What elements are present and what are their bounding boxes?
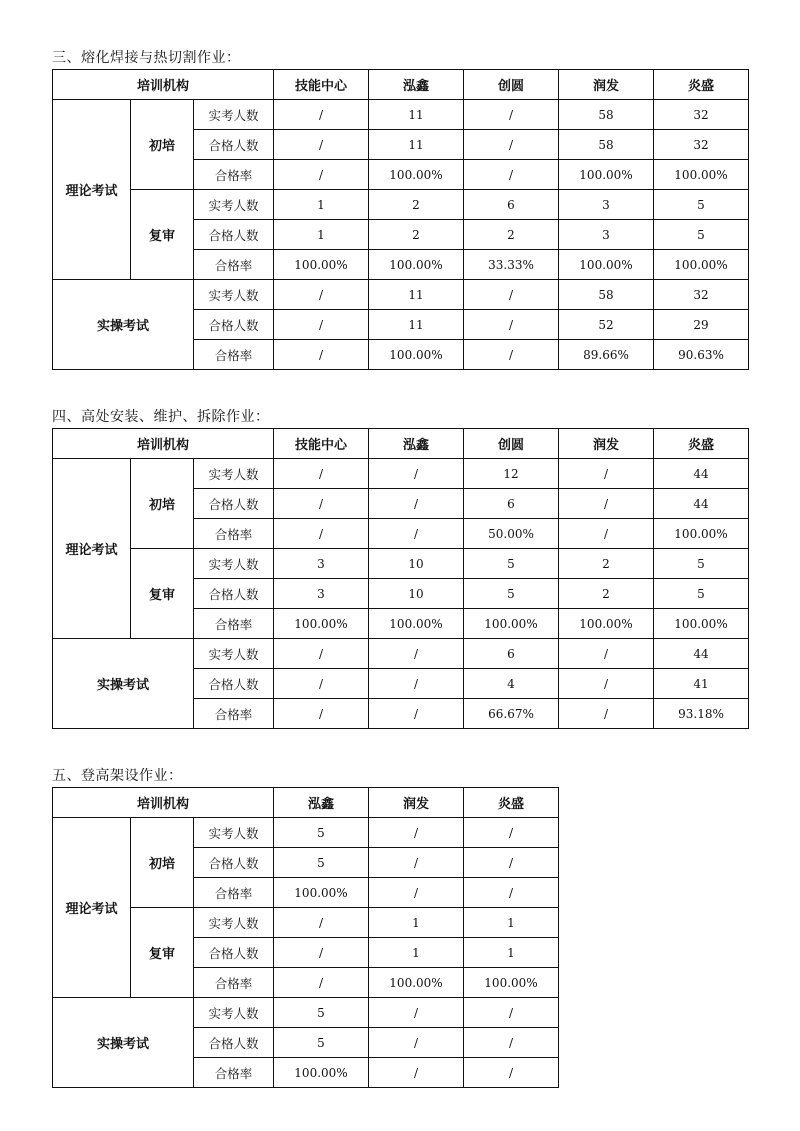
table-cell: 10 <box>369 579 464 609</box>
table-cell: 3 <box>274 549 369 579</box>
table-cell: / <box>464 1028 559 1058</box>
exam-table <box>52 428 749 729</box>
row-label: 实考人数 <box>194 908 274 938</box>
table-cell: 58 <box>559 280 654 310</box>
table-cell: 1 <box>464 908 559 938</box>
table-cell: / <box>464 848 559 878</box>
row-label: 合格人数 <box>194 938 274 968</box>
table-cell: 32 <box>654 100 749 130</box>
header-row <box>53 788 559 818</box>
table-cell: 100.00% <box>369 250 464 280</box>
table-cell: 5 <box>654 579 749 609</box>
row-label: 合格率 <box>194 699 274 729</box>
table-cell: / <box>559 519 654 549</box>
table-cell: 100.00% <box>654 250 749 280</box>
table-cell: 1 <box>369 938 464 968</box>
practical-exam-label: 实操考试 <box>53 280 194 370</box>
table-cell: 2 <box>559 579 654 609</box>
table-cell: / <box>274 968 369 998</box>
table-cell: / <box>464 310 559 340</box>
table-row <box>53 549 749 579</box>
row-label: 合格人数 <box>194 130 274 160</box>
table-cell: 100.00% <box>559 160 654 190</box>
theory-exam-label: 理论考试 <box>53 459 131 639</box>
table-cell: 5 <box>654 549 749 579</box>
table-cell: 32 <box>654 130 749 160</box>
row-label: 实考人数 <box>194 549 274 579</box>
table-cell: / <box>274 100 369 130</box>
practical-exam-label: 实操考试 <box>53 639 194 729</box>
org-name: 创圆 <box>464 429 559 459</box>
table-cell: / <box>369 489 464 519</box>
table-cell: 3 <box>559 190 654 220</box>
table-cell: 2 <box>369 190 464 220</box>
table-cell: 1 <box>464 938 559 968</box>
table-cell: / <box>369 699 464 729</box>
table-cell: 5 <box>274 1028 369 1058</box>
org-name: 泓鑫 <box>274 788 369 818</box>
table-cell: / <box>274 519 369 549</box>
table-cell: 11 <box>369 310 464 340</box>
table-cell: / <box>369 1058 464 1088</box>
table-cell: 93.18% <box>654 699 749 729</box>
table-cell: 5 <box>274 818 369 848</box>
org-name: 润发 <box>369 788 464 818</box>
table-cell: 3 <box>559 220 654 250</box>
table-cell: / <box>559 639 654 669</box>
section-high-altitude-installation <box>52 406 749 729</box>
table-cell: / <box>274 130 369 160</box>
table-cell: 33.33% <box>464 250 559 280</box>
table-cell: 100.00% <box>274 609 369 639</box>
table-cell: / <box>274 669 369 699</box>
table-cell: 2 <box>464 220 559 250</box>
table-cell: 6 <box>464 190 559 220</box>
theory-exam-label: 理论考试 <box>53 818 131 998</box>
table-cell: / <box>274 160 369 190</box>
table-cell: 89.66% <box>559 340 654 370</box>
table-row <box>53 639 749 669</box>
table-cell: / <box>274 699 369 729</box>
table-cell: 3 <box>274 579 369 609</box>
table-cell: / <box>369 639 464 669</box>
table-cell: 2 <box>559 549 654 579</box>
table-cell: / <box>274 489 369 519</box>
org-name: 创圆 <box>464 70 559 100</box>
row-label: 合格率 <box>194 878 274 908</box>
section-scaffolding <box>52 765 559 1088</box>
table-row <box>53 998 559 1028</box>
table-cell: 44 <box>654 639 749 669</box>
review-label: 复审 <box>131 549 194 639</box>
section-welding <box>52 47 749 370</box>
table-cell: 100.00% <box>369 340 464 370</box>
table-cell: 6 <box>464 639 559 669</box>
table-cell: 41 <box>654 669 749 699</box>
table-cell: / <box>464 130 559 160</box>
org-name: 技能中心 <box>274 429 369 459</box>
row-label: 实考人数 <box>194 280 274 310</box>
row-label: 合格率 <box>194 250 274 280</box>
row-label: 合格人数 <box>194 310 274 340</box>
table-cell: / <box>369 519 464 549</box>
row-label: 合格率 <box>194 609 274 639</box>
table-cell: 66.67% <box>464 699 559 729</box>
table-cell: 10 <box>369 549 464 579</box>
row-label: 合格人数 <box>194 1028 274 1058</box>
table-cell: / <box>464 998 559 1028</box>
table-cell: / <box>559 699 654 729</box>
table-cell: / <box>464 878 559 908</box>
table-cell: 52 <box>559 310 654 340</box>
table-cell: 100.00% <box>464 968 559 998</box>
table-cell: / <box>559 669 654 699</box>
row-label: 合格人数 <box>194 848 274 878</box>
section-title: 三、熔化焊接与热切割作业： <box>52 50 241 66</box>
table-cell: / <box>274 938 369 968</box>
table-cell: 5 <box>464 549 559 579</box>
table-cell: 11 <box>369 100 464 130</box>
org-name: 泓鑫 <box>369 70 464 100</box>
org-name: 炎盛 <box>654 429 749 459</box>
table-cell: 100.00% <box>464 609 559 639</box>
org-header: 培训机构 <box>53 788 274 818</box>
table-cell: 32 <box>654 280 749 310</box>
table-row <box>53 459 749 489</box>
row-label: 合格率 <box>194 968 274 998</box>
table-cell: 11 <box>369 130 464 160</box>
table-cell: 5 <box>654 220 749 250</box>
row-label: 合格率 <box>194 519 274 549</box>
table-cell: 2 <box>369 220 464 250</box>
table-cell: 100.00% <box>274 250 369 280</box>
table-cell: / <box>274 908 369 938</box>
table-cell: / <box>369 998 464 1028</box>
table-cell: 5 <box>654 190 749 220</box>
org-name: 润发 <box>559 429 654 459</box>
row-label: 合格率 <box>194 1058 274 1088</box>
row-label: 合格人数 <box>194 489 274 519</box>
table-cell: 44 <box>654 459 749 489</box>
table-cell: 4 <box>464 669 559 699</box>
table-cell: / <box>369 848 464 878</box>
table-cell: 50.00% <box>464 519 559 549</box>
org-name: 炎盛 <box>654 70 749 100</box>
section-title: 五、登高架设作业： <box>52 768 183 784</box>
table-cell: 58 <box>559 100 654 130</box>
table-cell: 58 <box>559 130 654 160</box>
table-cell: 29 <box>654 310 749 340</box>
initial-training-label: 初培 <box>131 100 194 190</box>
table-cell: / <box>274 639 369 669</box>
table-cell: / <box>274 310 369 340</box>
row-label: 合格人数 <box>194 669 274 699</box>
header-row <box>53 70 749 100</box>
table-cell: 90.63% <box>654 340 749 370</box>
exam-table <box>52 787 559 1088</box>
table-cell: 100.00% <box>369 609 464 639</box>
table-row <box>53 818 559 848</box>
row-label: 实考人数 <box>194 100 274 130</box>
table-cell: / <box>369 669 464 699</box>
header-row <box>53 429 749 459</box>
table-cell: / <box>464 1058 559 1088</box>
row-label: 合格人数 <box>194 579 274 609</box>
table-cell: / <box>369 818 464 848</box>
row-label: 实考人数 <box>194 459 274 489</box>
row-label: 合格人数 <box>194 220 274 250</box>
table-cell: / <box>559 459 654 489</box>
review-label: 复审 <box>131 190 194 280</box>
row-label: 实考人数 <box>194 190 274 220</box>
table-cell: / <box>464 340 559 370</box>
review-label: 复审 <box>131 908 194 998</box>
table-cell: / <box>369 1028 464 1058</box>
table-cell: 100.00% <box>369 160 464 190</box>
table-row <box>53 190 749 220</box>
table-cell: 12 <box>464 459 559 489</box>
table-cell: / <box>464 160 559 190</box>
table-cell: 44 <box>654 489 749 519</box>
table-cell: / <box>559 489 654 519</box>
table-cell: 100.00% <box>654 160 749 190</box>
row-label: 合格率 <box>194 340 274 370</box>
initial-training-label: 初培 <box>131 459 194 549</box>
table-cell: / <box>464 818 559 848</box>
table-cell: / <box>464 280 559 310</box>
table-cell: / <box>274 459 369 489</box>
table-cell: / <box>274 280 369 310</box>
exam-table <box>52 69 749 370</box>
table-cell: 11 <box>369 280 464 310</box>
table-cell: 100.00% <box>559 250 654 280</box>
table-cell: 100.00% <box>559 609 654 639</box>
org-header: 培训机构 <box>53 429 274 459</box>
org-name: 泓鑫 <box>369 429 464 459</box>
row-label: 实考人数 <box>194 818 274 848</box>
org-header: 培训机构 <box>53 70 274 100</box>
initial-training-label: 初培 <box>131 818 194 908</box>
table-cell: 100.00% <box>654 519 749 549</box>
practical-exam-label: 实操考试 <box>53 998 194 1088</box>
section-title: 四、高处安装、维护、拆除作业： <box>52 409 270 425</box>
table-cell: 6 <box>464 489 559 519</box>
table-cell: / <box>369 459 464 489</box>
row-label: 合格率 <box>194 160 274 190</box>
table-cell: 1 <box>274 220 369 250</box>
table-cell: / <box>464 100 559 130</box>
theory-exam-label: 理论考试 <box>53 100 131 280</box>
table-cell: / <box>274 340 369 370</box>
table-cell: 100.00% <box>654 609 749 639</box>
table-cell: 5 <box>464 579 559 609</box>
org-name: 润发 <box>559 70 654 100</box>
row-label: 实考人数 <box>194 639 274 669</box>
table-cell: 1 <box>369 908 464 938</box>
table-cell: 5 <box>274 998 369 1028</box>
org-name: 炎盛 <box>464 788 559 818</box>
table-row <box>53 100 749 130</box>
table-row <box>53 280 749 310</box>
org-name: 技能中心 <box>274 70 369 100</box>
table-cell: / <box>369 878 464 908</box>
table-cell: 100.00% <box>274 1058 369 1088</box>
table-cell: 1 <box>274 190 369 220</box>
table-cell: 5 <box>274 848 369 878</box>
table-cell: 100.00% <box>274 878 369 908</box>
row-label: 实考人数 <box>194 998 274 1028</box>
table-cell: 100.00% <box>369 968 464 998</box>
